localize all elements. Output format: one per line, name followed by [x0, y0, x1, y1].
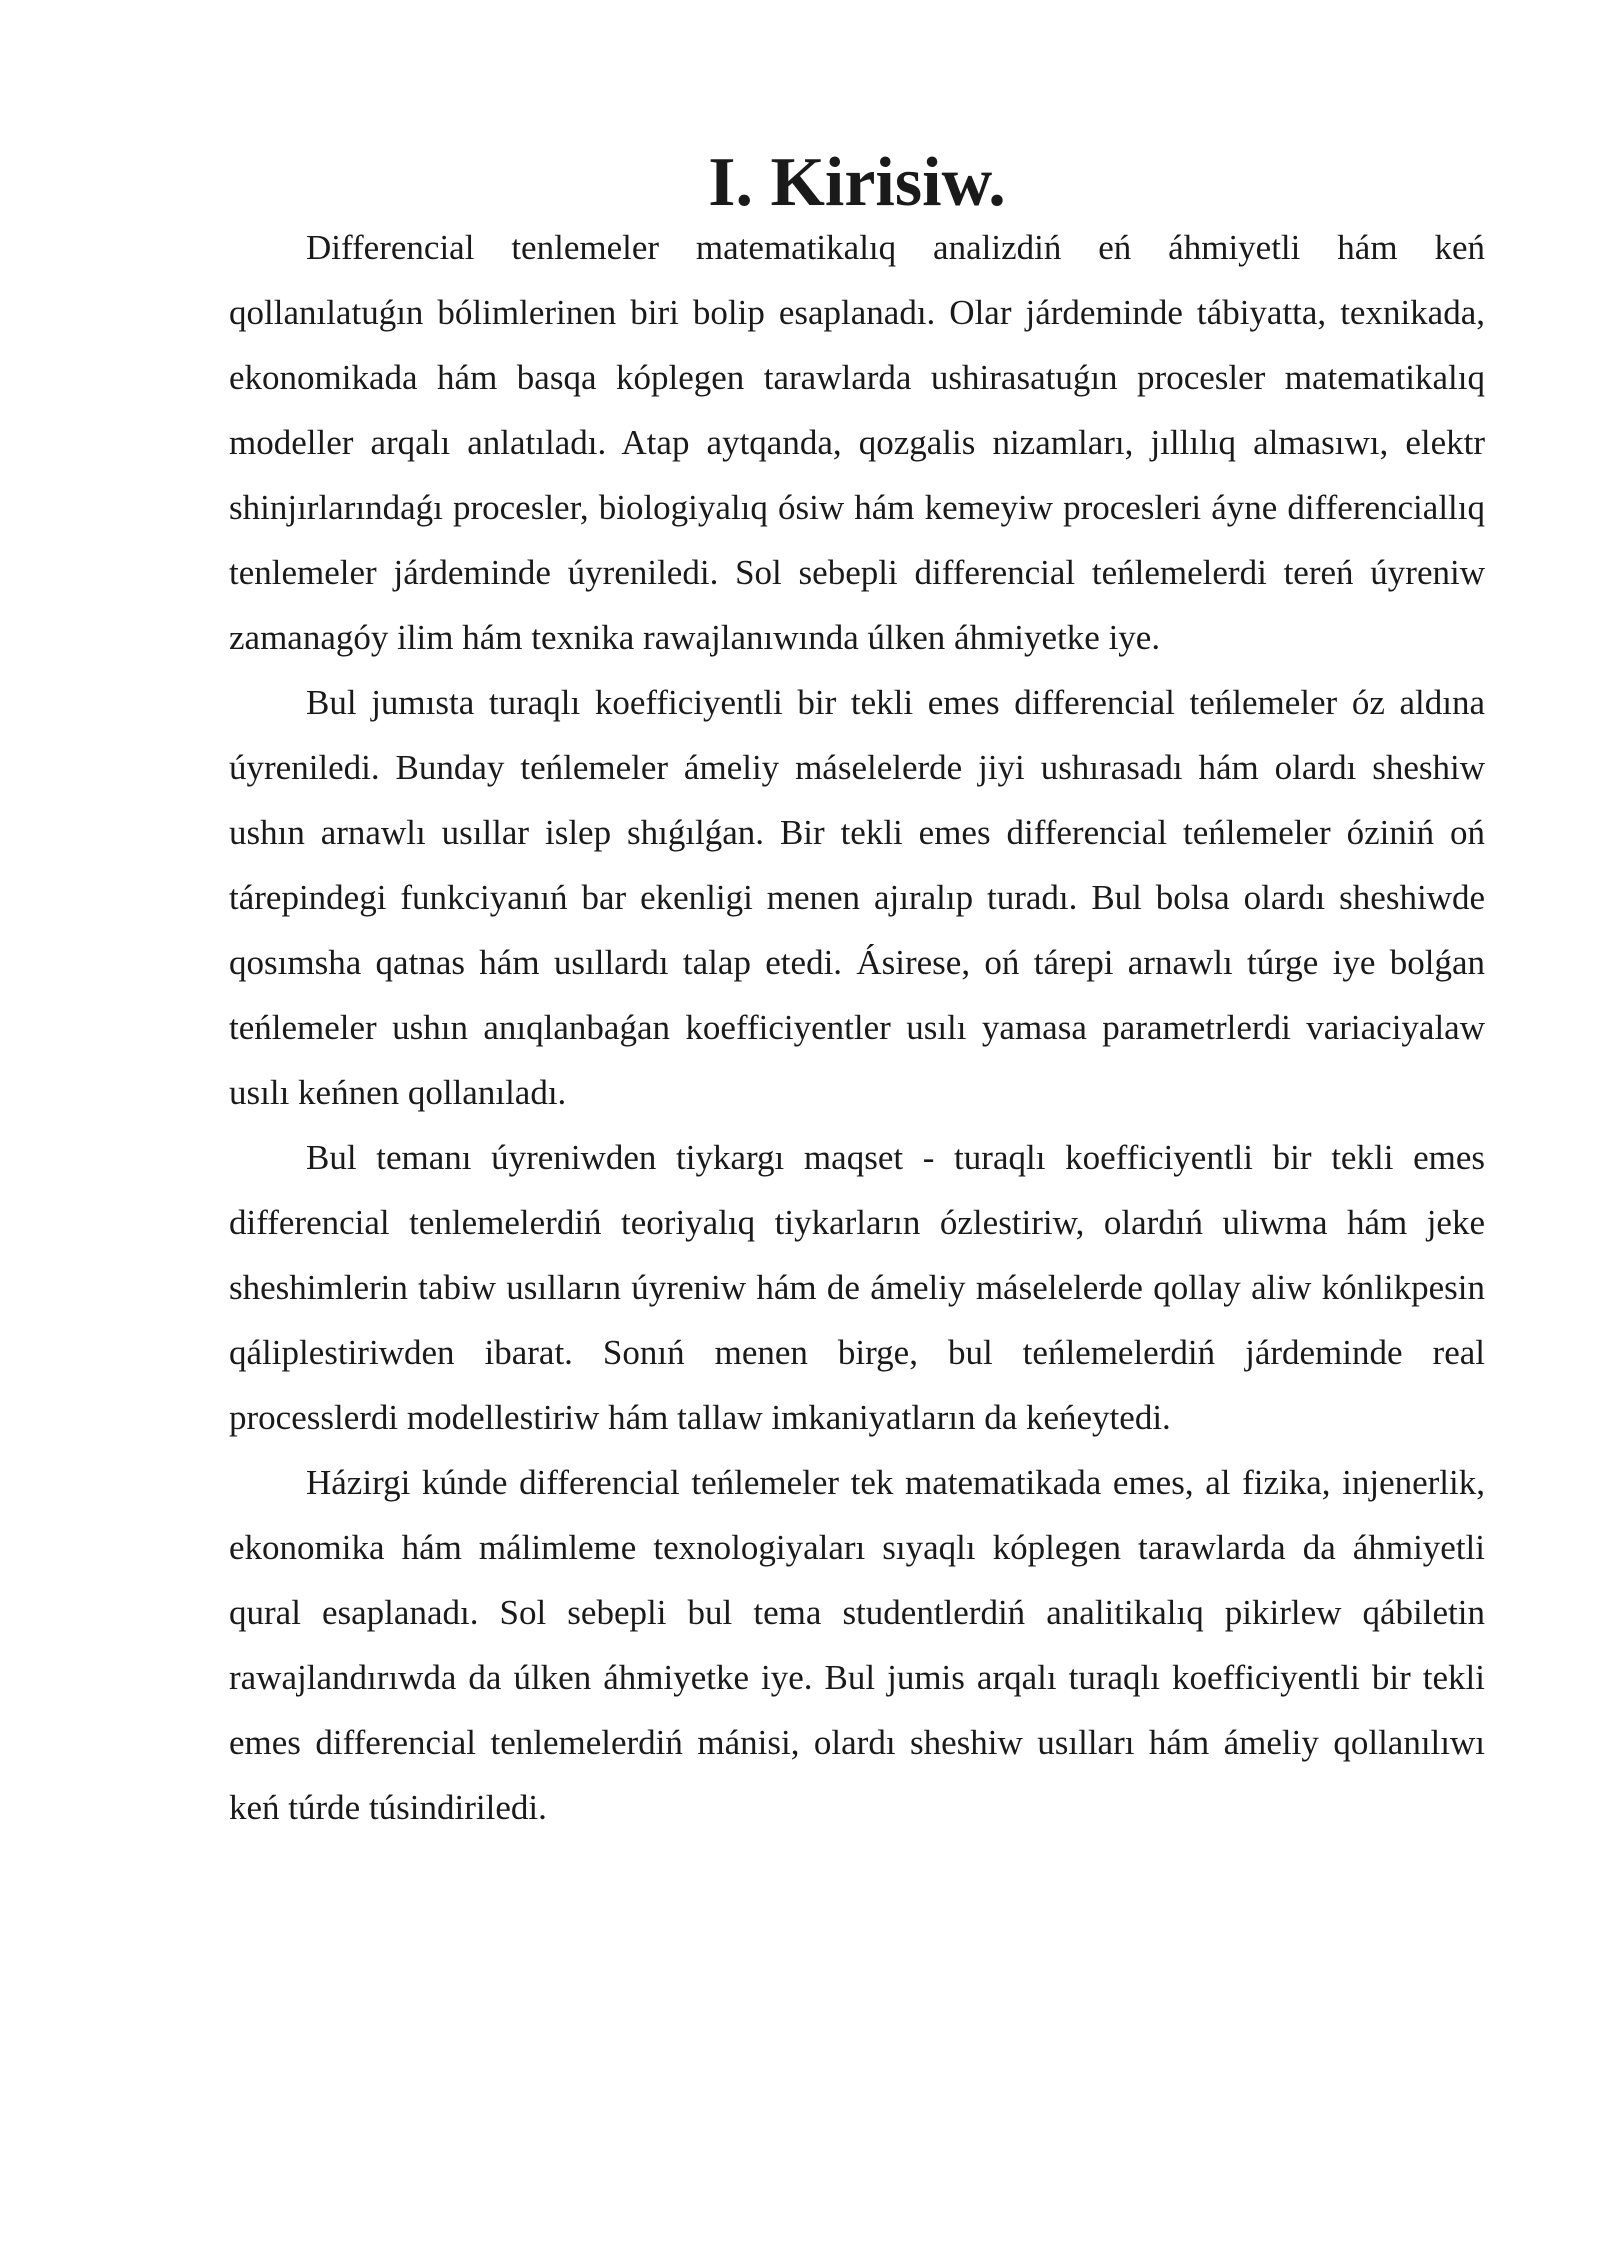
paragraph-intro: Differencial tenlemeler matematikalıq analizdiń eń áhmiyetli hám keń qollanılatuǵın bólimlerinen biri bolip esaplanadı. Olar járdeminde tábiyatta, texnikada, ekonomikada hám basqa kóplegen tarawlarda ushirasatuǵın procesler matematikalıq modeller arqalı anlatıladı. Atap aytqanda, qozgalis nizamları, jıllılıq almasıwı, elektr shinjırlarındaǵı procesler, biologiyalıq ósiw hám kemeyiw procesleri áyne differenciallıq tenlemeler járdeminde úyreniledi. Sol sebepli differencial teńlemelerdi tereń úyreniw zamanagóy ilim hám texnika rawajlanıwında úlken áhmiyetke iye. — [229, 228, 1485, 657]
paragraph-goal: Bul temanı úyreniwden tiykargı maqset - turaqlı koefficiyentli bir tekli emes differencial tenlemelerdiń teoriyalıq tiykarların ózlestiriw, olardıń uliwma hám jeke sheshimlerin tabiw usılların úyreniw hám de ámeliy máselelerde qollay aliw kónlikpesin qáliplestiriwden ibarat. Sonıń menen birge, bul teńlemelerdiń járdeminde real processlerdi modellestiriw hám tallaw imkaniyatların da keńeytedi. — [229, 1138, 1485, 1437]
document-body — [229, 144, 1485, 1840]
section-heading: I. Kirisiw. — [708, 144, 1006, 221]
paragraph-scope: Bul jumısta turaqlı koefficiyentli bir tekli emes differencial teńlemeler óz aldına úyreniledi. Bunday teńlemeler ámeliy máselelerde jiyi ushırasadı hám olardı sheshiw ushın arnawlı usıllar islep shıǵılǵan. Bir tekli emes differencial teńlemeler óziniń oń tárepindegi funkciyanıń bar ekenligi menen ajıralıp turadı. Bul bolsa olardı sheshiwde qosımsha qatnas hám usıllardı talap etedi. Ásirese, oń tárepi arnawlı túrge iye bolǵan teńlemeler ushın anıqlanbaǵan koefficiyentler usılı yamasa parametrlerdi variaciyalaw usılı keńnen qollanıladı. — [229, 683, 1485, 1112]
paragraph-relevance: Házirgi kúnde differencial teńlemeler tek matematikada emes, al fizika, injenerlik, ekonomika hám málimleme texnologiyaları sıyaqlı kóplegen tarawlarda da áhmiyetli qural esaplanadı. Sol sebepli bul tema studentlerdiń analitikalıq pikirlew qábiletin rawajlandırıwda da úlken áhmiyetke iye. Bul jumis arqalı turaqlı koefficiyentli bir tekli emes differencial tenlemelerdiń mánisi, olardı sheshiw usılları hám ámeliy qollanılıwı keń túrde túsindiriledi. — [229, 1463, 1485, 1827]
